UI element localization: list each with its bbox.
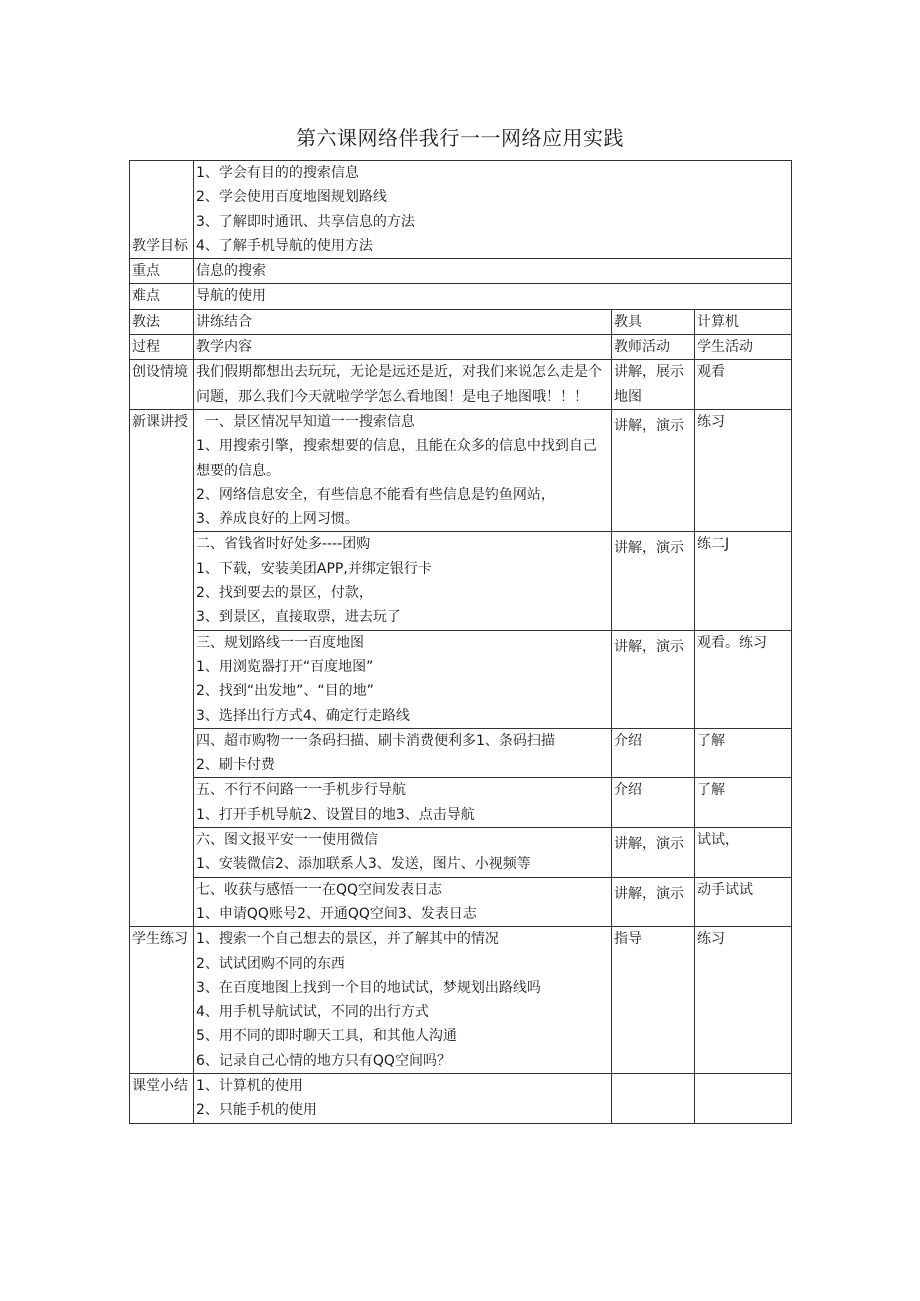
practice-content [194,927,612,1074]
summary-item: 1、计算机的使用 [196,1077,303,1094]
intro-content [194,360,612,410]
intro-label: 创设情境 [130,360,194,410]
section-student: 练二J [695,532,792,630]
intro-teacher-text: 讲解，展示地图 [614,364,684,405]
section-content [194,728,612,778]
header-student: 学生活动 [695,335,792,360]
method-value: 讲练结合 [194,309,612,334]
section-line: 2、刷卡付费 [196,757,275,774]
new-lesson-row-4 [130,728,792,778]
practice-item: 3、在百度地图上找到一个目的地试试，梦规划出路线吗 [196,979,541,996]
section-student: 练习 [695,409,792,531]
section-student: 试试， [695,828,792,878]
section-teacher: 介绍 [612,778,695,828]
method-label: 教法 [130,309,194,334]
new-lesson-row-3 [130,630,792,728]
practice-item: 1、搜索一个自己想去的景区，并了解其中的情况 [196,931,499,948]
section-teacher: 讲解，演示 [612,532,695,630]
new-lesson-row-7 [130,877,792,927]
summary-content [194,1073,612,1123]
section-content [194,630,612,728]
summary-item: 2、只能手机的使用 [196,1102,317,1119]
method-row [130,309,792,334]
header-process: 过程 [130,335,194,360]
header-content: 教学内容 [194,335,612,360]
section-teacher: 讲解，演示 [612,630,695,728]
objective-item: 4、了解手机导航的使用方法 [196,237,373,254]
practice-row [130,927,792,1074]
practice-item: 4、用手机导航试试，不同的出行方式 [196,1004,429,1021]
intro-student: 观看 [695,360,792,410]
practice-label: 学生练习 [130,927,194,1074]
section-student: 了解 [695,728,792,778]
summary-label: 课堂小结 [130,1073,194,1123]
difficulty-row [130,284,792,309]
new-lesson-row-2 [130,532,792,630]
document-title: 第六课网络伴我行一一网络应用实践 [296,126,624,150]
tools-label: 教具 [612,309,695,334]
section-content [194,532,612,630]
header-row [130,335,792,360]
section-line: 1、用浏览器打开“百度地图” [196,658,374,675]
lesson-plan-table [129,160,792,1124]
practice-item: 2、试试团购不同的东西 [196,955,345,972]
section-student: 观看。练习 [695,630,792,728]
section-heading: 三、规划路线一一百度地图 [196,634,364,651]
section-content [194,877,612,927]
objectives-label: 教学目标 [130,161,194,259]
new-lesson-label: 新课讲授 [130,409,194,926]
section-teacher: 介绍 [612,728,695,778]
section-content [194,409,612,531]
objectives-content [194,161,792,259]
new-lesson-row-1 [130,409,792,531]
key-point-value: 信息的搜索 [194,259,792,284]
section-content [194,778,612,828]
section-line: 1、打开手机导航2、设置目的地3、点击导航 [196,806,475,823]
intro-text: 我们假期都想出去玩玩，无论是远还是近，对我们来说怎么走是个问题，那么我们今天就啦学学怎么看地图！是电子地图哦！！！ [196,364,602,405]
objectives-row [130,161,792,259]
summary-teacher [612,1073,695,1123]
section-student: 了解 [695,778,792,828]
section-heading: 四、超市购物一一条码扫描、刷卡消费便利多1、条码扫描 [196,732,555,749]
section-teacher: 讲解，演示 [612,409,695,531]
section-line: 3、选择出行方式4、确定行走路线 [196,707,410,724]
section-heading: 六、图文报平安一一使用微信 [196,832,378,849]
new-lesson-row-6 [130,828,792,878]
key-point-row [130,259,792,284]
section-line: 2、找到要去的景区，付款， [196,585,373,602]
practice-item: 6、记录自己心情的地方只有QQ空间吗？ [196,1052,451,1069]
section-heading: 七、收获与感悟一一在QQ空间发表日志 [196,881,443,898]
difficulty-label: 难点 [130,284,194,309]
practice-student: 练习 [695,927,792,1074]
difficulty-value: 导航的使用 [194,284,792,309]
section-heading: 一、景区情况早知道一一搜索信息 [196,413,415,430]
practice-item: 5、用不同的即时聊天工具，和其他人沟通 [196,1028,457,1045]
new-lesson-row-5 [130,778,792,828]
summary-row [130,1073,792,1123]
section-line: 2、网络信息安全，有些信息不能看有些信息是钓鱼网站， [196,486,555,503]
section-content [194,828,612,878]
intro-row [130,360,792,410]
section-line: 1、用搜索引擎，搜索想要的信息，且能在众多的信息中找到自己想要的信息。 [196,438,597,479]
section-line: 3、养成良好的上网习惯。 [196,511,359,528]
summary-student [695,1073,792,1123]
objective-item: 1、学会有目的的搜索信息 [196,165,359,181]
section-line: 1、申请QQ账号2、开通QQ空间3、发表日志 [196,905,477,922]
practice-teacher: 指导 [612,927,695,1074]
section-line: 2、找到“出发地”、“目的地” [196,683,374,700]
section-heading: 五、不行不问路一一手机步行导航 [196,782,406,799]
objective-item: 3、了解即时通讯、共享信息的方法 [196,213,415,230]
section-teacher: 讲解，演示 [612,877,695,927]
header-teacher: 教师活动 [612,335,695,360]
section-line: 3、到景区，直接取票，进去玩了 [196,609,401,626]
section-heading: 二、省钱省时好处多----团购 [196,536,371,553]
section-line: 1、安装微信2、添加联系人3、发送，图片、小视频等 [196,856,531,873]
section-teacher: 讲解，演示 [612,828,695,878]
section-line: 1、下载，安装美团APP,并绑定银行卡 [196,560,432,577]
tools-value: 计算机 [695,309,792,334]
section-student: 动手试试 [695,877,792,927]
objective-item: 2、学会使用百度地图规划路线 [196,189,387,206]
intro-teacher [612,360,695,410]
key-point-label: 重点 [130,259,194,284]
